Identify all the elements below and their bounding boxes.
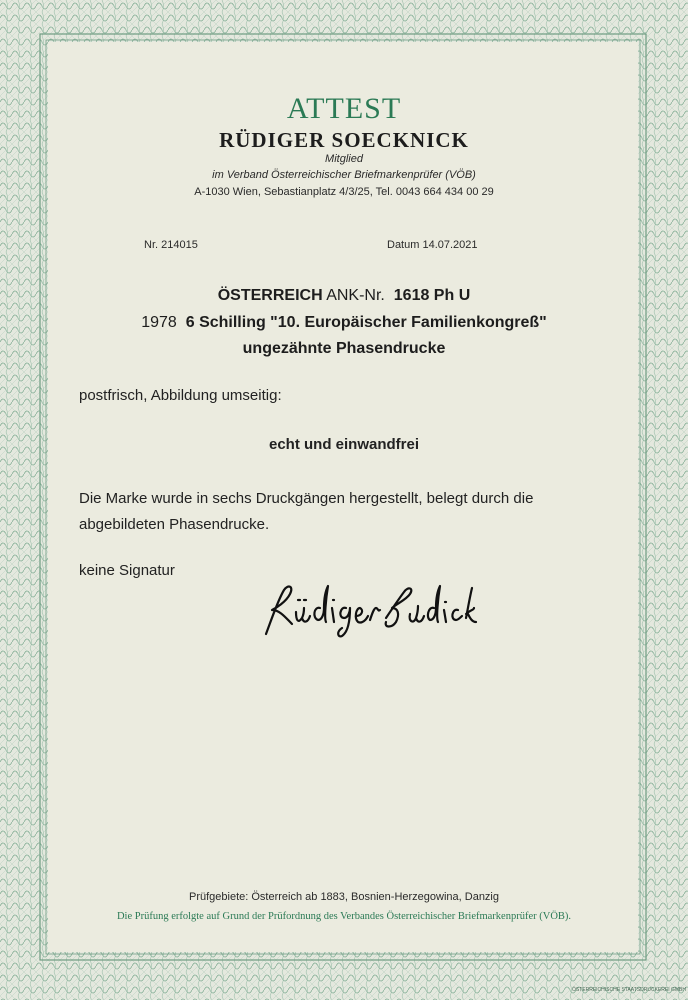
certificate-number xyxy=(144,239,198,251)
handwritten-signature xyxy=(258,578,478,640)
stamp-year: 1978 xyxy=(141,314,177,331)
number-value: 214015 xyxy=(161,239,198,251)
printer-imprint: ÖSTERREICHISCHE STAATSDRUCKEREI GMBH xyxy=(572,987,686,993)
stamp-issue: 6 Schilling "10. Europäischer Familienkongreß" xyxy=(185,314,547,331)
condition-text: postfrisch, Abbildung umseitig: xyxy=(79,387,282,404)
number-label: Nr. xyxy=(144,239,159,251)
verdict-text: echt und einwandfrei xyxy=(268,436,419,453)
stamp-issue-line xyxy=(0,314,688,332)
issuer-association: im Verband Österreichischer Briefmarkenprüfer (VÖB) xyxy=(212,169,476,181)
stamp-identification xyxy=(0,287,688,305)
footer-legal-note: Die Prüfung erfolgte auf Grund der Prüfordnung des Verbandes Österreichischer Briefmarkenprüfer (VÖB). xyxy=(116,911,572,922)
catalog-number: 1618 Ph U xyxy=(393,287,471,304)
footer-exam-areas: Prüfgebiete: Österreich ab 1883, Bosnien-Herzegowina, Danzig xyxy=(188,891,499,903)
description-text: Die Marke wurde in sechs Druckgängen hergestellt, belegt durch die abgebildeten Phasendrucke. xyxy=(79,490,534,533)
issuer-name: RÜDIGER SOECKNICK xyxy=(219,128,469,152)
issuer-role: Mitglied xyxy=(325,153,363,165)
attest-title: ATTEST xyxy=(286,92,402,125)
catalog-label: ANK-Nr. xyxy=(326,287,385,304)
certificate-date xyxy=(387,239,478,251)
signature-note: keine Signatur xyxy=(79,562,175,579)
date-value: 14.07.2021 xyxy=(422,239,478,251)
stamp-variety: ungezähnte Phasendrucke xyxy=(242,340,446,357)
date-label: Datum xyxy=(387,239,420,251)
issuer-address: A-1030 Wien, Sebastianplatz 4/3/25, Tel. 0043 664 434 00 29 xyxy=(194,186,494,198)
stamp-country: ÖSTERREICH xyxy=(217,287,323,304)
